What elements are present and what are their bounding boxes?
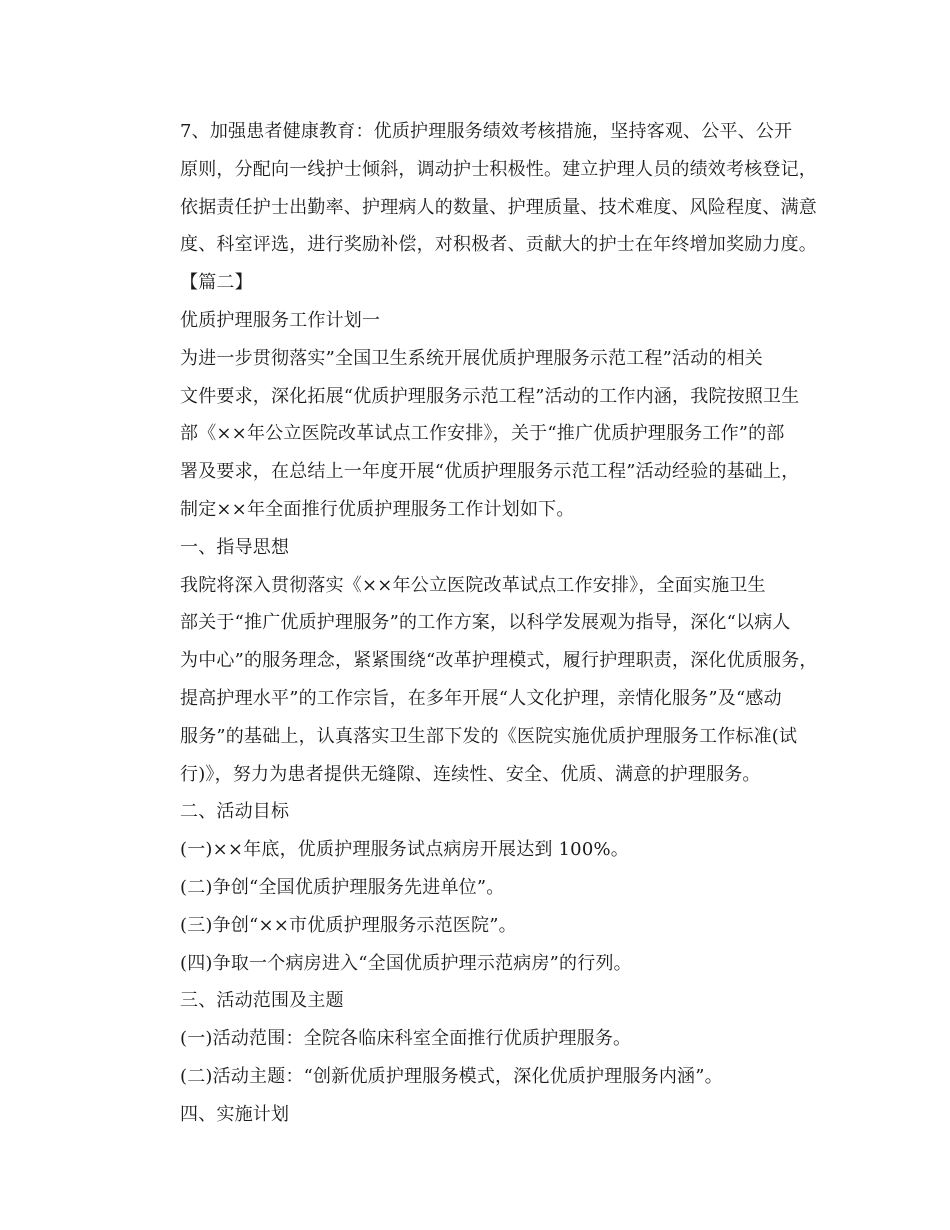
- text-line: 提高护理水平”的工作宗旨，在多年开展“人文化护理，亲情化服务”及“感动: [180, 687, 782, 709]
- scope-item: [144, 1020, 804, 1058]
- text-line: 优质护理服务工作计划一: [180, 309, 381, 331]
- goal-item-3: [144, 907, 804, 945]
- paragraph-item-7-health-education: [144, 113, 817, 264]
- text-line: 部《××年公立医院改革试点工作安排》，关于“推广优质护理服务工作”的部: [180, 423, 785, 445]
- text-line: 行)》，努力为患者提供无缝隙、连续性、安全、优质、满意的护理服务。: [180, 763, 761, 785]
- theme-item: [144, 1058, 804, 1096]
- text-line: 为中心”的服务理念，紧紧围绕“改革护理模式，履行护理职责，深化优质服务，: [180, 650, 818, 672]
- heading-scope-and-theme: [144, 982, 804, 1020]
- heading-guiding-ideology: [144, 529, 804, 567]
- text-line: 为进一步贯彻落实”全国卫生系统开展优质护理服务示范工程”活动的相关: [180, 347, 764, 369]
- paragraph-introduction: [144, 340, 804, 529]
- heading-implementation-plan: [144, 1096, 804, 1134]
- text-line: 原则，分配向一线护士倾斜，调动护士积极性。建立护理人员的绩效考核登记，: [180, 158, 817, 180]
- text-line: 三、活动范围及主题: [180, 990, 344, 1012]
- text-line: 【篇二】: [180, 272, 253, 294]
- goal-item-4: [144, 945, 804, 983]
- text-line: (一)活动范围：全院各临床科室全面推行优质护理服务。: [180, 1028, 632, 1050]
- text-line: (四)争取一个病房进入“全国优质护理示范病房”的行列。: [180, 952, 632, 974]
- text-line: 服务”的基础上，认真落实卫生部下发的《医院实施优质护理服务工作标准(试: [180, 725, 798, 747]
- section-heading-part-two: [144, 264, 804, 302]
- goal-item-2: [144, 869, 804, 907]
- text-line: 7、加强患者健康教育：优质护理服务绩效考核措施，坚持客观、公平、公开: [180, 121, 793, 142]
- text-line: 署及要求，在总结上一年度开展“优质护理服务示范工程”活动经验的基础上，: [180, 461, 800, 483]
- text-line: 部关于“推广优质护理服务”的工作方案，以科学发展观为指导，深化“以病人: [180, 612, 791, 634]
- text-line: (二)活动主题：“创新优质护理服务模式，深化优质护理服务内涵”。: [180, 1065, 723, 1087]
- goal-item-1: [144, 831, 804, 869]
- text-line: 文件要求，深化拓展“优质护理服务示范工程”活动的工作内涵，我院按照卫生: [180, 385, 800, 407]
- document-body: [144, 113, 818, 1134]
- text-line: 依据责任护士出勤率、护理病人的数量、护理质量、技术难度、风险程度、满意: [180, 196, 817, 218]
- text-line: (二)争创“全国优质护理服务先进单位”。: [180, 876, 505, 898]
- heading-activity-goals: [144, 793, 804, 831]
- text-line: 制定××年全面推行优质护理服务工作计划如下。: [180, 498, 575, 520]
- paragraph-guiding-ideology: [144, 567, 818, 794]
- text-line: 二、活动目标: [180, 801, 290, 823]
- plan-title: [144, 302, 804, 340]
- text-line: 四、实施计划: [180, 1103, 290, 1125]
- text-line: (三)争创“××市优质护理服务示范医院”。: [180, 914, 517, 936]
- text-line: 我院将深入贯彻落实《××年公立医院改革试点工作安排》，全面实施卫生: [180, 574, 766, 596]
- text-line: 一、指导思想: [180, 536, 290, 558]
- text-line: 度、科室评选，进行奖励补偿，对积极者、贡献大的护士在年终增加奖励力度。: [180, 234, 817, 256]
- text-line: (一)××年底，优质护理服务试点病房开展达到 100%。: [180, 839, 629, 861]
